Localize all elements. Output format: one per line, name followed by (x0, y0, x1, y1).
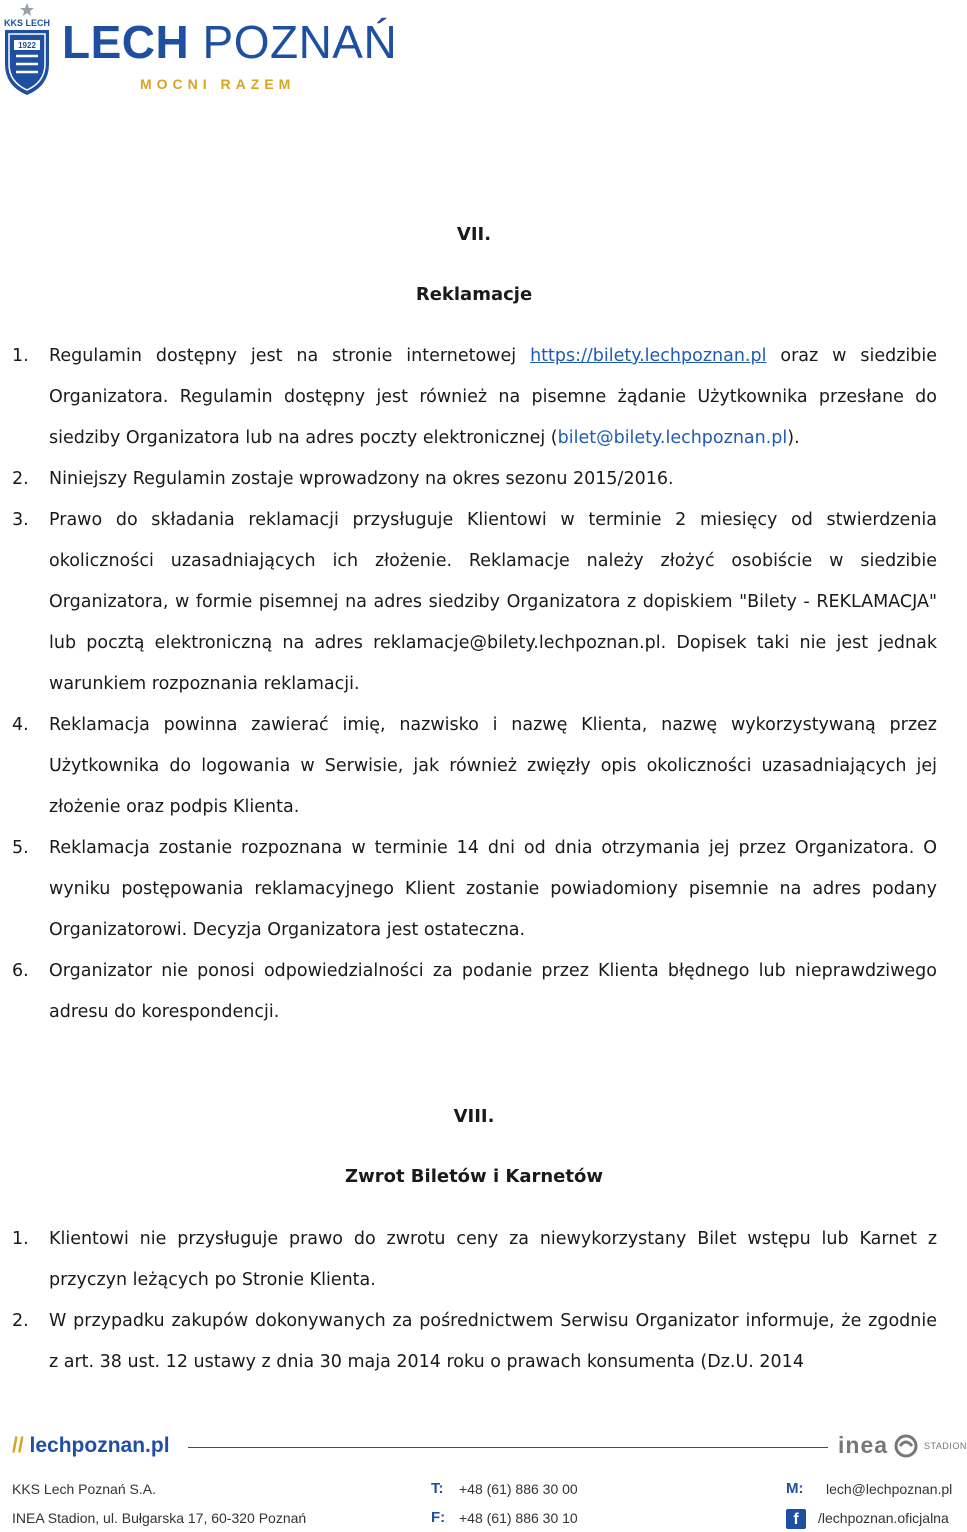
clause-8-1 (12, 1219, 937, 1301)
clause-text: Klientowi nie przysługuje prawo do zwrotu ceny za niewykorzystany Bilet wstępu lub Karnet z przyczyn leżących po Stronie Klienta. (49, 1229, 937, 1290)
company-name: KKS Lech Poznań S.A. (12, 1481, 156, 1497)
clause-number: 3. (12, 510, 29, 530)
clause-number: 5. (12, 838, 29, 858)
clause-text: Organizator nie ponosi odpowiedzialności za podanie przez Klienta błędnego lub nieprawdziwego adresu do korespondencji. (49, 961, 937, 1022)
clause-text: Reklamacja zostanie rozpoznana w terminie 14 dni od dnia otrzymania jej przez Organizatora. O wyniku postępowania reklamacyjnego Klient zostanie powiadomiony pisemnie na adres podany Organizatorowi. Decyzja Organizatora jest ostateczna. (49, 838, 937, 940)
section-7-title: Reklamacje (415, 284, 533, 305)
logo-title-light: POZNAŃ (202, 16, 398, 68)
clause-number: 2. (12, 469, 29, 489)
fax-number: +48 (61) 886 30 10 (459, 1510, 578, 1526)
clause-number: 6. (12, 961, 29, 981)
sponsor-swirl-icon (894, 1434, 918, 1458)
clause-number: 1. (12, 346, 29, 366)
clause-text: W przypadku zakupów dokonywanych za pośrednictwem Serwisu Organizator informuje, że zgodnie z art. 38 ust. 12 ustawy z dnia 30 maja 2014 roku o prawach konsumenta (Dz.U. 2014 (49, 1311, 937, 1372)
clause-8-2 (12, 1301, 937, 1383)
fax-label: F: (431, 1509, 446, 1526)
clause-number: 4. (12, 715, 29, 735)
mail-address[interactable]: lech@lechpoznan.pl (826, 1481, 953, 1497)
regulations-link[interactable]: https://bilety.lechpoznan.pl (530, 346, 767, 366)
section-7-list (12, 336, 937, 1033)
club-logo (0, 0, 398, 100)
section-8-number: VIII. (453, 1106, 495, 1127)
crest-text: KKS LECH (3, 18, 51, 28)
clause-7-5 (12, 828, 937, 951)
clause-text: Prawo do składania reklamacji przysługuje Klientowi w terminie 2 miesięcy od stwierdzenia okoliczności uzasadniających ich złożenie. Reklamacje należy złożyć osobiście w siedzibie Organizatora, w formie pisemnej na adres siedziby Organizatora z dopiskiem "Bilety - REKLAMACJA" lub pocztą elektroniczną na adres reklamacje@bilety.lechpoznan.pl. Dopisek taki nie jest jednak warunkiem rozpoznania reklamacji. (49, 510, 937, 694)
logo-title (62, 14, 397, 70)
footer-site-link[interactable]: // lechpoznan.pl (12, 1434, 170, 1457)
section-7-number: VII. (456, 224, 492, 245)
sponsor-logo: inea STADION (838, 1432, 967, 1458)
clause-number: 2. (12, 1311, 29, 1331)
mail-label: M: (786, 1480, 804, 1497)
footer-divider (188, 1447, 828, 1448)
clause-7-2 (12, 459, 937, 500)
clause-7-4 (12, 705, 937, 828)
phone-number[interactable]: +48 (61) 886 30 00 (459, 1481, 578, 1497)
club-crest-icon (2, 2, 52, 96)
facebook-icon: f (786, 1509, 806, 1529)
logo-tagline: MOCNI RAZEM (140, 76, 296, 92)
section-8-title: Zwrot Biletów i Karnetów (345, 1166, 603, 1187)
clause-text: Reklamacja powinna zawierać imię, nazwisko i nazwę Klienta, nazwę wykorzystywaną przez Użytkownika do logowania w Serwisie, jak również zwięzły opis okoliczności uzasadniających jej złożenie oraz podpis Klienta. (49, 715, 937, 817)
clause-7-1: 1. Regulamin dostępny jest na stronie internetowej https://bilety.lechpoznan.pl oraz w siedzibie Organizatora. Regulamin dostępny jest również na pisemne żądanie Użytkownika przesłane do siedziby Organizatora lub na adres poczty elektronicznej (bilet@bilety.lechpoznan.pl). (12, 336, 937, 459)
clause-7-6 (12, 951, 937, 1033)
clause-text: Niniejszy Regulamin zostaje wprowadzony na okres sezonu 2015/2016. (49, 469, 674, 489)
phone-label: T: (431, 1480, 444, 1497)
slash-icon: // (12, 1434, 24, 1457)
company-address: INEA Stadion, ul. Bułgarska 17, 60-320 Poznań (12, 1510, 307, 1526)
crest-year: 1922 (18, 41, 36, 50)
logo-title-bold: LECH (62, 16, 190, 68)
clause-7-3 (12, 500, 937, 705)
facebook-link[interactable]: /lechpoznan.oficjalna (818, 1510, 949, 1526)
email-link[interactable]: bilet@bilety.lechpoznan.pl (557, 428, 788, 448)
clause-number: 1. (12, 1229, 29, 1249)
section-8-list (12, 1219, 937, 1383)
